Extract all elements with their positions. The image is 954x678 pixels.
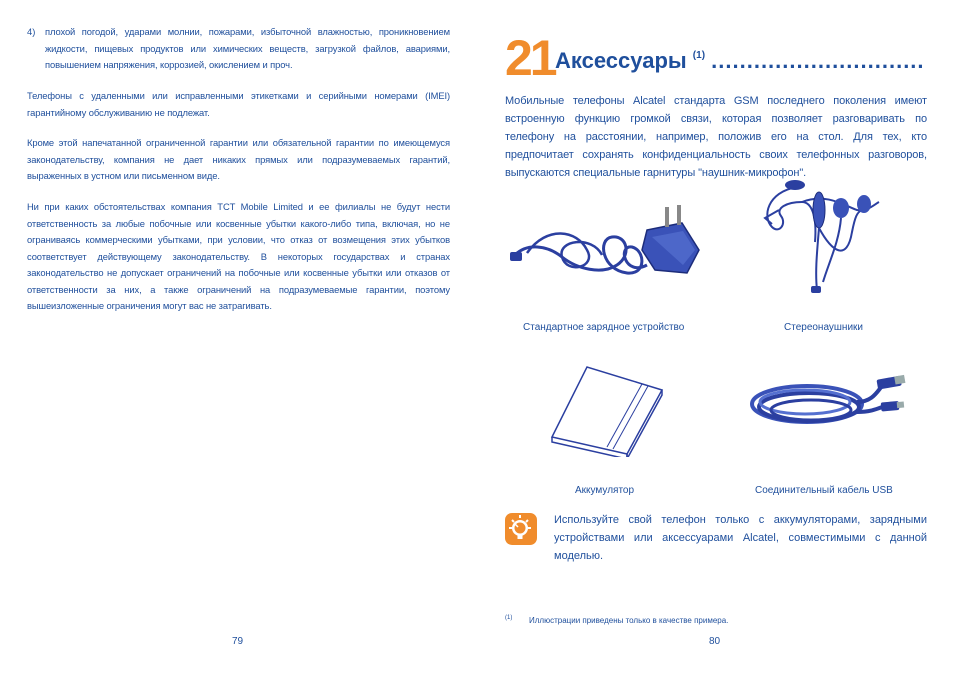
page-number-left: 79 [232, 636, 244, 647]
imei-paragraph: Телефоны с удаленными или исправленными этикетками и серийными номерами (IMEI) гарантийному обслуживанию не подлежат. [27, 90, 450, 118]
headset-icon [757, 172, 907, 302]
liability-paragraph: Ни при каких обстоятельствах компания TCT Mobile Limited и ее филиалы не будут нести ответственность за любые побочные или косвенные убытки какого-либо типа, включая, но не ограниваясь коммерческими убытками, при условии, что отказ от возмещения этих убытков соответствует действующему законодательству. В некоторых государствах и странах законодательство не допускает ограничений на побочные или косвенные убытки или отказов от ответственности за них, а также ограничений на подразумеваемые гарантии, поэтому вышеизложенные ограничения могут вас не затрагивать. [27, 201, 450, 311]
caption-usb-cable: Соединительный кабель USB [755, 485, 893, 496]
right-page [477, 0, 954, 678]
usb-cable-icon [747, 372, 907, 437]
caption-charger: Стандартное зарядное устройство [523, 322, 685, 333]
battery-image [547, 362, 667, 457]
list-item-4-text: плохой погодой, ударами молнии, пожарами, избыточной влажностью, проникновением жидкости, пищевых продуктов или химических веществ, загрузкой файлов, авариями, повышением напряжения, коррозией, окислением и проч. [45, 26, 450, 70]
title-leader-dots: .............................. [711, 48, 925, 73]
chapter-number: 21 [505, 30, 555, 86]
footnote-mark: (1) [505, 615, 513, 621]
charger-image [507, 195, 707, 295]
caption-battery: Аккумулятор [575, 485, 635, 496]
headset-image [757, 172, 907, 302]
footnote-reference: (1) [692, 50, 706, 61]
intro-paragraph: Мобильные телефоны Alcatel стандарта GSM последнего поколения имеют встроенную функцию громкой связи, которая позволяет разговаривать по телефону на расстоянии, например, положив его на стол. Для тех, кто предпочитает сохранять конфиденциальность своих телефонных разговоров, выпускаются специальные гарнитуры "наушник-микрофон". [505, 95, 927, 179]
note-text: Используйте свой телефон только с аккумуляторами, зарядными устройствами или аксессуарами Alcatel, совместимыми с данной моделью. [554, 514, 927, 562]
list-item-number: 4) [27, 26, 36, 37]
chapter-title-text: Аксессуары [555, 48, 687, 73]
usb-cable-image [747, 372, 907, 437]
charger-icon [507, 195, 707, 295]
warranty-paragraph: Кроме этой напечатанной ограниченной гарантии или обязательной гарантии по имеющемуся законодательству, компания не дает никаких прямых или подразумеваемых гарантий, выраженных в устном или письменном виде. [27, 137, 450, 181]
battery-icon [547, 362, 667, 457]
chapter-title [555, 41, 925, 76]
caption-headset: Стереонаушники [784, 322, 863, 333]
page-number-right: 80 [709, 636, 721, 647]
footnote-text: Иллюстрации приведены только в качестве примера. [529, 616, 729, 625]
tip-lightbulb-icon [505, 513, 537, 545]
